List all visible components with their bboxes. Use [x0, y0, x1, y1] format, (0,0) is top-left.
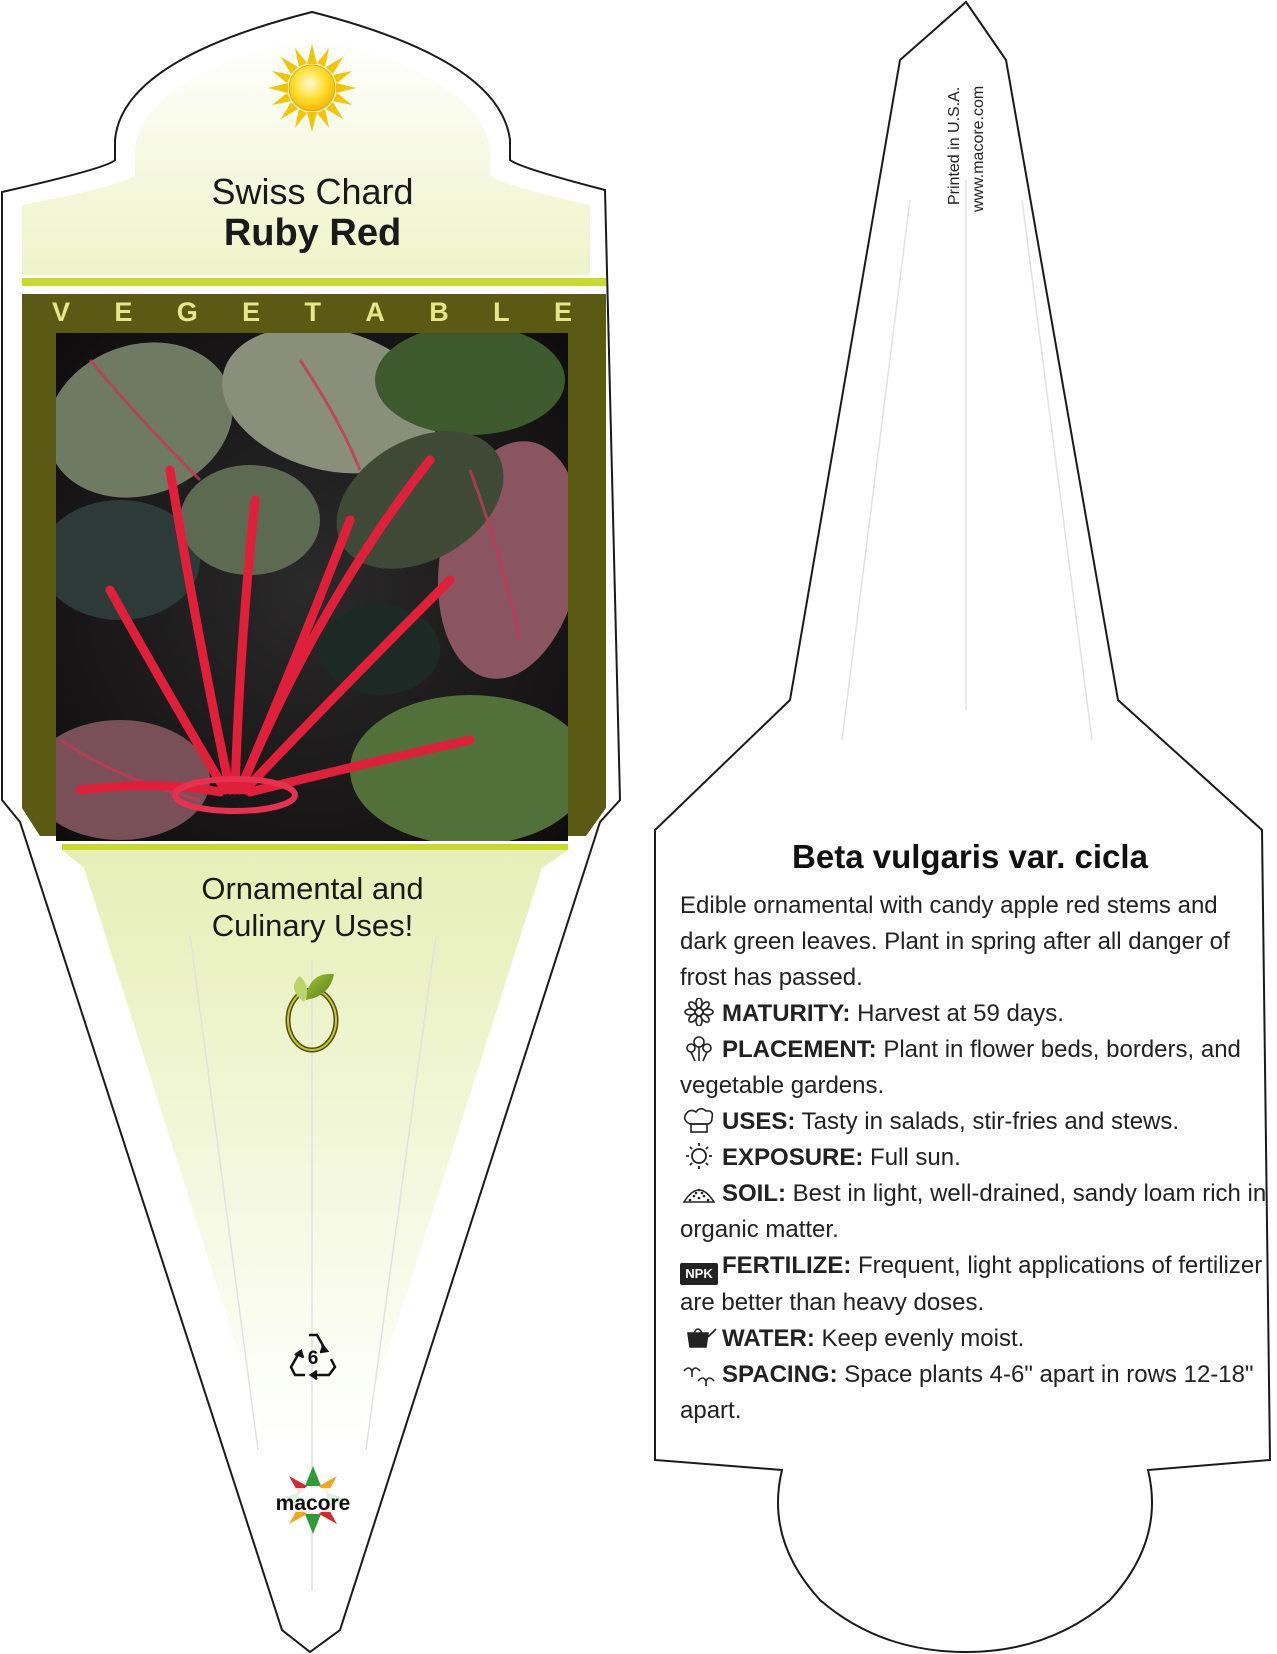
attribute-placement	[680, 1032, 1270, 1104]
category-letter: E	[114, 297, 133, 327]
attribute-label: MATURITY:	[722, 1000, 851, 1027]
attribute-label: PLACEMENT:	[722, 1036, 877, 1063]
attribute-text: Plant in flower beds, borders, and vegetable gardens.	[680, 1036, 1241, 1099]
description: Edible ornamental with candy apple red stems and dark green leaves. Plant in spring after all danger of frost has passed.	[680, 892, 1230, 991]
attribute-water	[680, 1321, 1270, 1357]
attribute-spacing	[680, 1357, 1270, 1429]
chard-photo	[25, 304, 600, 845]
attribute-text: Full sun.	[870, 1144, 961, 1171]
attribute-fertilize	[680, 1248, 1270, 1321]
attribute-text: Best in light, well-drained, sandy loam rich in organic matter.	[680, 1180, 1267, 1243]
attribute-text: Tasty in salads, stir-fries and stews.	[801, 1108, 1180, 1135]
tagline-line: Culinary Uses!	[211, 908, 414, 943]
attribute-text: Keep evenly moist.	[821, 1325, 1025, 1352]
lime-strip	[62, 844, 568, 850]
chef-hat-icon	[680, 1106, 718, 1134]
attribute-text: Frequent, light applications of fertilizer are better than heavy doses.	[680, 1252, 1263, 1316]
sun-icon	[268, 44, 356, 132]
attribute-label: SPACING:	[722, 1361, 838, 1388]
attribute-label: SOIL:	[722, 1180, 786, 1207]
plant-icon	[680, 1034, 718, 1062]
category-letter: E	[553, 297, 572, 327]
category-letter: L	[493, 297, 510, 327]
printed-in-text: Printed in U.S.A.	[946, 86, 963, 205]
attribute-text: Space plants 4-6" apart in rows 12-18" apart.	[680, 1361, 1254, 1424]
attribute-label: USES:	[722, 1108, 796, 1135]
tagline-line: Ornamental and	[201, 871, 424, 906]
category-letter: B	[429, 297, 449, 327]
attribute-text: Harvest at 59 days.	[857, 1000, 1064, 1027]
attribute-maturity	[680, 996, 1270, 1032]
category-letter: E	[242, 297, 261, 327]
npk-icon: NPK	[680, 1263, 718, 1285]
category-letter: T	[304, 297, 321, 327]
website-text: www.macore.com	[970, 85, 987, 212]
category-letter: G	[176, 297, 198, 327]
attribute-soil	[680, 1176, 1270, 1248]
tagline	[150, 870, 475, 944]
category-letter: V	[52, 297, 71, 327]
botanical-name: Beta vulgaris var. cicla	[792, 838, 1148, 875]
flower-icon	[680, 998, 718, 1026]
attribute-uses	[680, 1104, 1270, 1140]
attribute-label: WATER:	[722, 1325, 815, 1352]
spacing-icon	[680, 1359, 718, 1387]
attribute-label: FERTILIZE:	[722, 1252, 852, 1279]
attribute-exposure	[680, 1140, 1270, 1176]
category-label	[52, 297, 572, 333]
sun-icon	[680, 1142, 718, 1170]
recycle-number: 6	[307, 1348, 319, 1369]
product-name: Swiss Chard	[211, 171, 414, 212]
soil-icon	[680, 1178, 718, 1206]
attribute-label: EXPOSURE:	[722, 1144, 864, 1171]
brand-logo-text: macore	[275, 1492, 351, 1515]
care-info	[680, 888, 1270, 1429]
watering-can-icon	[680, 1323, 718, 1351]
category-letter: A	[365, 297, 385, 327]
variety-name: Ruby Red	[223, 212, 402, 254]
lime-divider	[22, 278, 606, 286]
